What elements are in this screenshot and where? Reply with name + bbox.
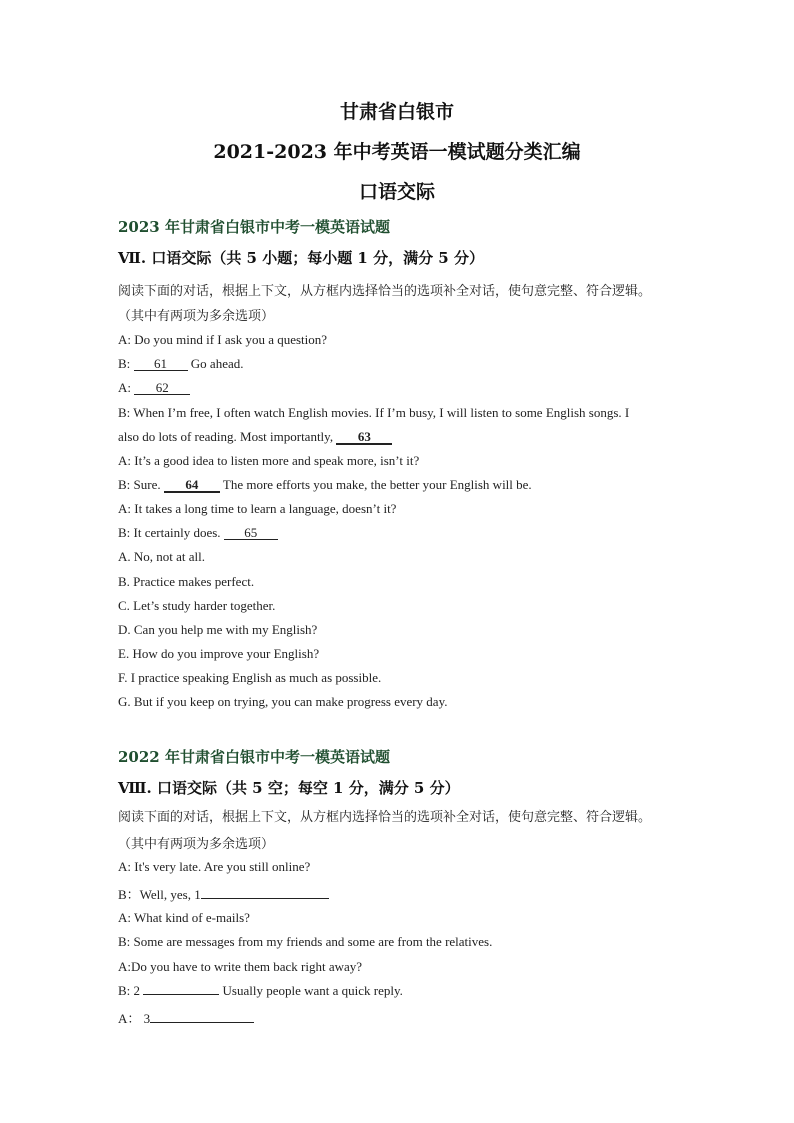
directions-line-2: （其中有两项为多余选项） [118,837,275,852]
dialogue-line [118,477,532,493]
answer-blank-65: 65 [224,526,278,540]
document-title-province: 甘肃省白银市 [339,101,454,123]
dialogue-line [118,983,403,999]
dialogue-line: A: Do you mind if I ask you a question? [118,332,328,347]
answer-blank-3 [150,1022,254,1023]
answer-blank-1 [201,898,329,899]
dialogue-line [118,380,190,396]
dialogue-line [118,1008,254,1027]
option-item: E. How do you improve your English? [118,646,320,661]
dialogue-text: A： 3 [118,1011,151,1026]
dialogue-text: Usually people want a quick reply. [219,983,403,998]
dialogue-text: B: It certainly does. [118,525,224,540]
option-item: A. No, not at all. [118,549,206,564]
dialogue-text: B: 2 [118,983,144,998]
dialogue-text: B: Sure. [118,477,164,492]
option-item: C. Let’s study harder together. [118,598,276,613]
directions-line-1: 阅读下面的对话，根据上下文，从方框内选择恰当的选项补全对话，使句意完整、符合逻辑。 [118,810,652,825]
speaker-prefix: B: [118,356,134,371]
directions-line-1: 阅读下面的对话，根据上下文，从方框内选择恰当的选项补全对话，使句意完整、符合逻辑。 [118,284,652,299]
dialogue-text: B：Well, yes, 1 [118,887,201,902]
document-title-topic: 口语交际 [358,181,435,203]
section-heading-2023: 2023 年甘肃省白银市中考一模英语试题 [118,218,390,236]
dialogue-line: A: It takes a long time to learn a language, doesn’t it? [118,501,397,516]
option-item: F. I practice speaking English as much as possible. [118,670,382,685]
dialogue-text: also do lots of reading. Most importantly, [118,429,337,444]
dialogue-line: A:Do you have to write them back right away? [118,959,363,974]
dialogue-line [118,356,244,372]
section-instruction-2022: Ⅷ. 口语交际（共 5 空；每空 1 分，满分 5 分） [118,779,460,797]
option-item: G. But if you keep on trying, you can make progress every day. [118,694,448,709]
document-title-subject: 2021-2023 年中考英语一模试题分类汇编 [213,141,581,163]
answer-blank-62: 62 [134,381,190,395]
dialogue-line: B: Some are messages from my friends and some are from the relatives. [118,934,493,949]
option-item: D. Can you help me with my English? [118,622,318,637]
answer-blank-2 [143,994,219,995]
dialogue-line [118,884,329,903]
option-item: B. Practice makes perfect. [118,574,255,589]
dialogue-line: A: What kind of e-mails? [118,910,250,925]
section-heading-2022: 2022 年甘肃省白银市中考一模英语试题 [118,748,390,766]
dialogue-line [118,525,278,541]
answer-blank-63: 63 [336,430,392,445]
answer-blank-61: 61 [134,357,188,371]
dialogue-line: A: It's very late. Are you still online? [118,859,311,874]
answer-blank-64: 64 [164,478,220,493]
directions-line-2: （其中有两项为多余选项） [118,309,275,324]
speaker-prefix: A: [118,380,135,395]
section-instruction-2023: Ⅶ. 口语交际（共 5 小题；每小题 1 分，满分 5 分） [118,249,484,267]
dialogue-line: B: When I’m free, I often watch English movies. If I’m busy, I will listen to some English songs. I [118,405,630,420]
dialogue-line [118,429,392,445]
dialogue-text: Go ahead. [187,356,244,371]
dialogue-text: The more efforts you make, the better your English will be. [219,477,532,492]
dialogue-line: A: It’s a good idea to listen more and speak more, isn’t it? [118,453,420,468]
